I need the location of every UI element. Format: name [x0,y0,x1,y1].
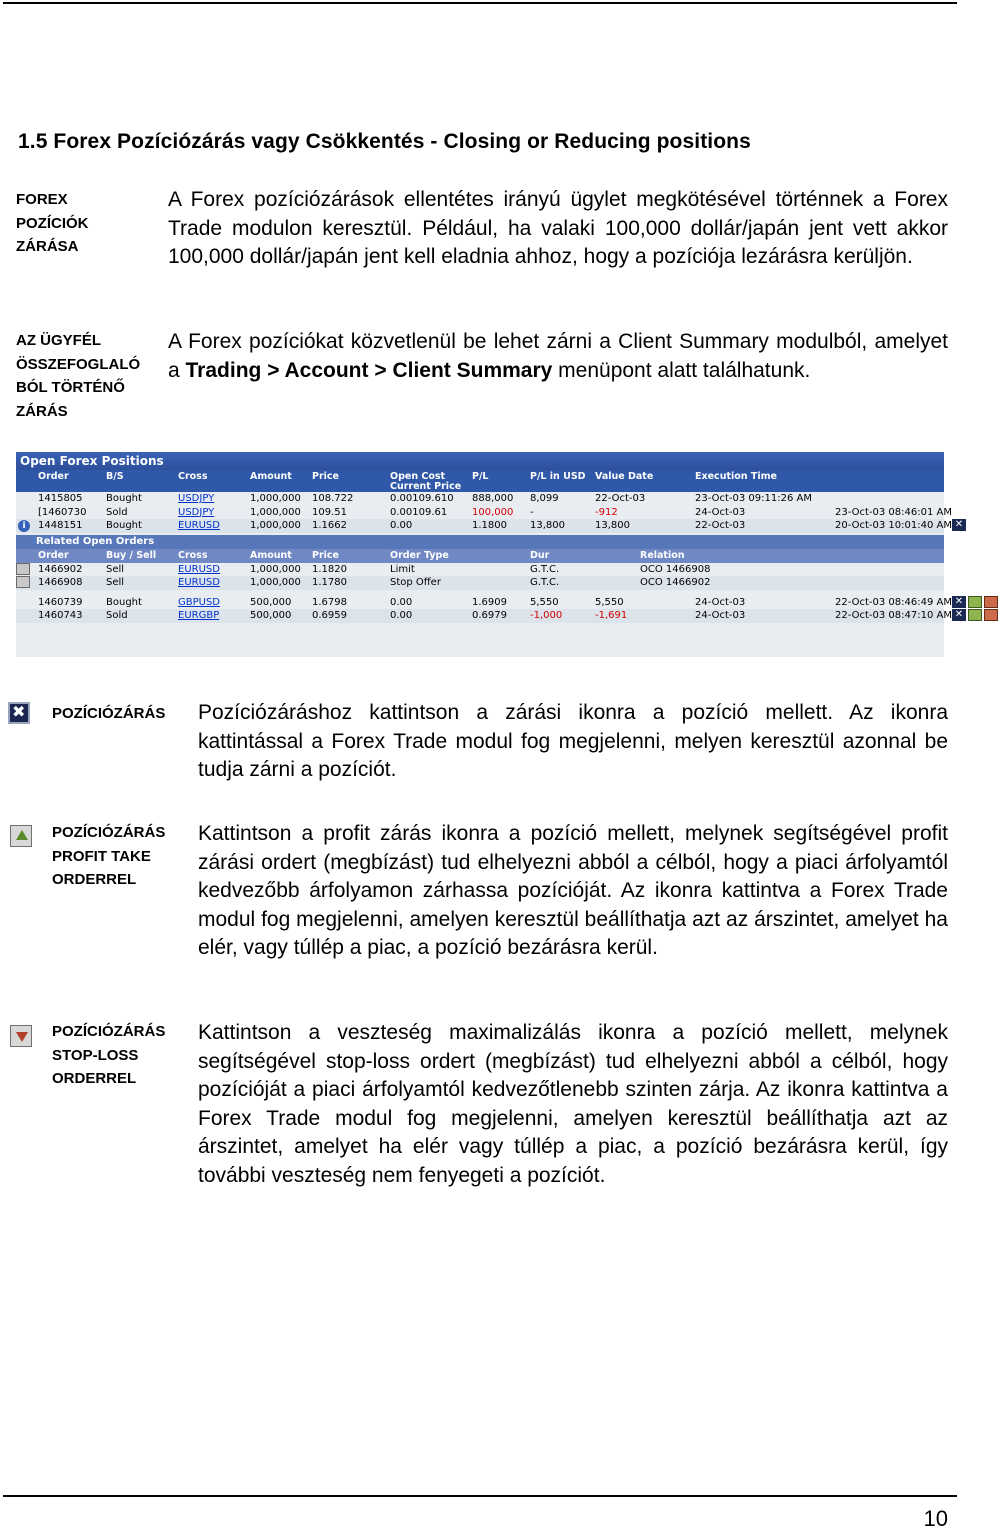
cross-link[interactable]: EURGBP [178,610,220,621]
section-heading: 1.5 Forex Pozíciózárás vagy Csökkentés - Closing or Reducing positions [18,130,751,153]
rel-col-dur: Dur [530,549,550,561]
current-price: 1.1800 [472,520,507,531]
order-id: [1460730 [38,506,87,518]
rel-col-cross: Cross [178,549,208,561]
edit-order-icon[interactable] [16,576,30,588]
execution-time: 23-Oct-03 08:46:01 AM [835,506,952,518]
pl: 13,800 [530,520,565,531]
current-price: 100,000 [472,506,514,518]
col-execution-time: Execution Time [695,471,777,482]
value-exec [695,609,835,623]
value-exec [695,596,835,610]
price: 1.1820 [312,563,347,575]
current-price: 0.6979 [472,610,507,621]
order-id: 1466908 [38,577,83,588]
rel-col-bs: Buy / Sell [106,549,157,561]
text-before: A Forex pozíciókat közvetlenül be lehet zárni a Client Summary modulból, amelyet a [168,330,948,382]
amount: 1,000,000 [250,506,301,518]
value-date: 24-Oct-03 [695,506,746,518]
close-position-icon[interactable]: ✕ [952,519,966,531]
col-bs: B/S [106,471,124,482]
order-id: 1466902 [38,563,83,575]
open-value: 0.00 [390,610,413,621]
buy-sell: Sell [106,577,125,588]
relation: OCO 1466908 [640,563,711,575]
cross-link[interactable]: USDJPY [178,506,215,518]
order-type: Limit [390,563,415,575]
legend-label-close: POZÍCIÓZÁRÁS [52,705,166,722]
open-value: 0.00109.610 [390,493,454,504]
rel-col-amount: Amount [250,549,292,561]
buy-sell: Sold [106,610,128,621]
section-label-client-summary: AZ ÜGYFÉL ÖSSZEFOGLALÓ BÓL TÖRTÉNŐ ZÁRÁS [16,332,141,420]
text-after: menüpont alatt találhatunk. [552,358,811,382]
legend-text-stop-loss: Kattintson a veszteség maximalizálás ikonra a pozíció mellett, melynek segítségével stop-loss ordert (megbízást) tud elhelyezni abból a célból, hogy pozícióját a piaci árfolyamtól kedvezőtlenebb szinten zárja. Az ikonra kattintva a Forex Trade modul fog megjelenni, amelyen keresztül beállíthatja azt az árszintet, amelyet ha elér vagy túllép a piac, a pozíció bezárásra kerül, így további veszteség nem fenyegeti a pozíciót. [198,1021,948,1187]
section-label-forex-close: FOREX POZÍCIÓK ZÁRÁSA [16,191,89,255]
stop-loss-icon[interactable] [984,596,998,608]
menu-path: Trading > Account > Client Summary [185,358,553,382]
order-id: 1415805 [38,493,83,504]
related-row [16,576,944,590]
open-value: 0.00 [390,596,413,608]
cross-link[interactable]: EURUSD [178,577,220,588]
section-text-forex-close: A Forex pozíciózárások ellentétes irányú ügylet megkötésével történnek a Forex Trade modulon keresztül. Például, ha valaki 100,000 dollár/japán jent vett akkor 100,000 dollár/japán jent kell eladnia ahhoz, hogy a pozíciója lezárásra kerüljön. [168,188,948,268]
info-icon[interactable]: i [18,520,30,532]
rel-col-order: Order [38,549,69,561]
legend-label-take-profit: POZÍCIÓZÁRÁS PROFIT TAKE ORDERREL [52,824,166,888]
close-position-icon[interactable]: ✕ [952,609,966,621]
related-header [16,549,944,563]
price: 0.6959 [312,610,347,621]
col-value-date: Value Date [595,471,654,482]
duration: G.T.C. [530,563,560,575]
top-rule [3,2,957,4]
stop-loss-icon[interactable] [984,609,998,621]
cross-link[interactable]: USDJPY [178,493,215,504]
pl: 8,099 [530,493,559,504]
table-row [16,492,944,506]
price: 1.6798 [312,596,347,608]
row-actions [835,519,964,533]
stop-loss-icon [10,1025,32,1047]
table-row [16,595,964,610]
buy-sell: Sell [106,563,125,575]
col-pl-usd: P/L in USD [530,471,586,482]
pl: 5,550 [530,596,559,608]
value-date: 22-Oct-03 [695,520,746,531]
related-orders-title: Related Open Orders [16,535,944,549]
order-id: 1460743 [38,610,83,621]
rel-col-relation: Relation [640,549,685,561]
row-actions [835,595,964,610]
current-price: 1.6909 [472,596,507,608]
buy-sell: Sold [106,506,128,518]
amount: 500,000 [250,596,292,608]
col-cross: Cross [178,471,208,482]
order-id: 1448151 [38,520,83,531]
buy-sell: Bought [106,493,142,504]
pl-usd: 13,800 [595,520,630,531]
price: 1.1780 [312,577,347,588]
value-exec [695,506,835,520]
col-pl: P/L [472,471,489,482]
amount: 1,000,000 [250,577,301,588]
take-profit-icon[interactable] [968,596,982,608]
cross-link[interactable]: EURUSD [178,520,220,531]
current-price: 888,000 [472,493,514,504]
exec-text: 22-Oct-03 08:46:49 AM [835,596,952,608]
col-amount: Amount [250,471,292,482]
legend-text-take-profit: Kattintson a profit zárás ikonra a pozíció mellett, melynek segítségével profit zárási ordert (megbízást) tud elhelyezni abból a célból, hogy a piaci árfolyamtól kedvezőbb árfolyamon zárhassa pozícióját. Az ikonra kattintva a Forex Trade modul fog megjelenni, amelyen keresztül beállíthatja azt az árszintet, amelyet ha elér, vagy túllép a piac, a pozíció bezárásra kerül. [198,822,948,959]
open-forex-positions-screenshot [16,452,964,657]
screenshot-title: Open Forex Positions [16,452,944,470]
pl-usd: -1,691 [595,610,628,621]
exec-text: 20-Oct-03 10:01:40 AM [835,520,952,531]
pl: - [530,506,534,518]
rel-col-price: Price [312,549,339,561]
value-date: 24-Oct-03 [695,610,746,621]
open-cost [390,492,472,506]
amount: 1,000,000 [250,520,301,531]
row-actions [835,609,964,623]
order-id: 1460739 [38,596,83,608]
table-header [16,470,944,492]
relation: OCO 1466902 [640,577,711,588]
buy-sell: Bought [106,520,142,531]
cross-link[interactable]: GBPUSD [178,596,221,608]
buy-sell: Bought [106,596,142,608]
amount: 500,000 [250,610,292,621]
duration: G.T.C. [530,577,560,588]
exec-text: 22-Oct-03 08:47:10 AM [835,610,952,621]
page-number: 10 [923,1506,948,1531]
amount: 1,000,000 [250,563,301,575]
bottom-rule [3,1495,957,1497]
col-order: Order [38,471,69,482]
related-row [16,563,944,577]
pl-usd: -912 [595,506,618,518]
edit-order-icon[interactable] [16,563,30,575]
legend-text-close: Pozíciózáráshoz kattintson a zárási ikonra a pozíció mellett. Az ikonra kattintással a Forex Trade modul fog megjelenni, melyen keresztül azonnal be tudja zárni a pozíciót. [198,701,948,781]
execution-time: 23-Oct-03 09:11:26 AM [695,493,812,504]
amount: 1,000,000 [250,493,301,504]
col-price: Price [312,471,339,482]
order-type: Stop Offer [390,577,441,588]
take-profit-icon[interactable] [968,609,982,621]
col-open-cost: Open Cost Current Price [390,471,462,492]
section-text-client-summary [168,328,948,385]
table-row [16,506,952,520]
take-profit-icon [10,825,32,847]
pl-usd: 5,550 [595,596,624,608]
close-position-icon[interactable]: ✕ [952,596,966,608]
pl: -1,000 [530,610,563,621]
value-date: 22-Oct-03 [595,493,646,504]
price: 1.1662 [312,520,347,531]
price: 108.722 [312,493,354,504]
table-row [16,609,964,623]
legend-label-stop-loss: POZÍCIÓZÁRÁS STOP-LOSS ORDERREL [52,1023,166,1087]
price: 109.51 [312,506,347,518]
table-row [16,519,964,533]
value-exec [695,519,835,533]
open-value: 0.00109.61 [390,506,448,518]
open-value: 0.00 [390,520,413,531]
cross-link[interactable]: EURUSD [178,563,220,575]
value-date: 24-Oct-03 [695,596,746,608]
rel-col-type: Order Type [390,549,449,561]
close-position-icon [8,702,30,724]
